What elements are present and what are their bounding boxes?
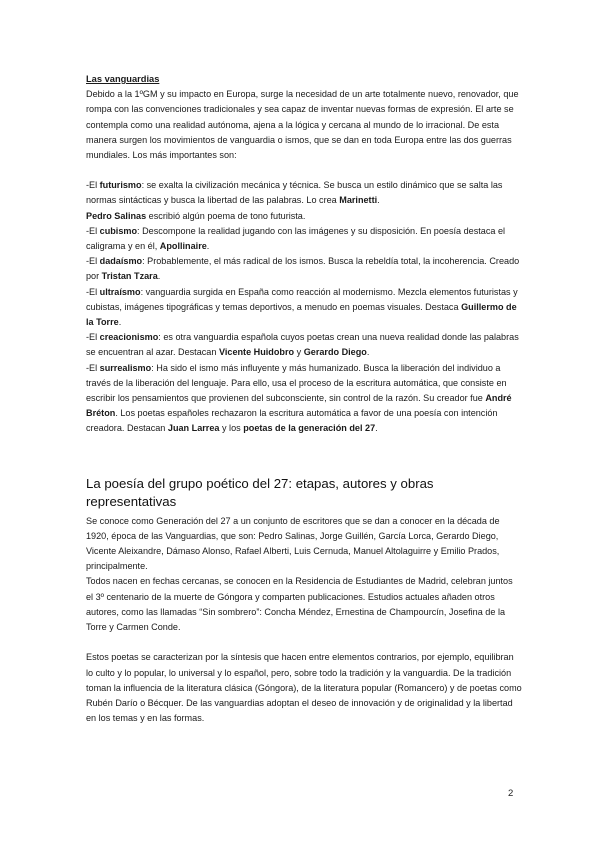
item-text: : vanguardia surgida en España como reacción al modernismo. Mezcla elementos futuristas y cubistas, imágenes tipográficas y temas deportivos, a menudo en poemas visuales. Destaca bbox=[86, 286, 518, 312]
term-name: surrealismo bbox=[99, 362, 152, 373]
spacer bbox=[86, 635, 522, 650]
item-text: : es otra vanguardia española cuyos poetas crean una nueva realidad donde las palabras se encuentran al azar. Destacan bbox=[86, 332, 519, 358]
author-name: Vicente Huidobro bbox=[218, 347, 295, 358]
item-ultraismo bbox=[86, 285, 522, 331]
section-title-vanguardias: Las vanguardias bbox=[86, 74, 160, 84]
item-dadaismo bbox=[86, 254, 522, 284]
item-text: y los bbox=[219, 423, 244, 434]
item-cubismo bbox=[86, 224, 522, 254]
document-page bbox=[86, 72, 522, 726]
item-end: . bbox=[366, 347, 370, 358]
item-creacionismo bbox=[86, 330, 522, 360]
item-prefix: -El bbox=[86, 362, 100, 373]
author-name: poetas de la generación del 27 bbox=[243, 423, 376, 434]
item-end: . bbox=[206, 241, 210, 252]
item-futurismo bbox=[86, 178, 522, 208]
item-prefix: -El bbox=[86, 256, 100, 267]
spacer bbox=[86, 163, 522, 178]
item-text: escribió algún poema de tono futurista. bbox=[146, 210, 306, 221]
author-name: Pedro Salinas bbox=[86, 210, 147, 221]
author-name: Gerardo Diego bbox=[303, 347, 367, 358]
item-text: y bbox=[294, 347, 304, 358]
intro-paragraph: Debido a la 1ºGM y su impacto en Europa, surge la necesidad de un arte totalmente nuevo, renovador, que rompa con las convenciones tradicionales y sea capaz de inventar nuevas formas de expresión. El arte se contempla como una realidad autónoma, ajena a la lógica y cercana al mundo de lo irracional. De esta manera surgen los movimientos de vanguardia o ismos, que se dan en toda Europa entre las dos guerras mundiales. Los más importantes son: bbox=[86, 89, 519, 161]
item-text: : Descompone la realidad jugando con las imágenes y su disposición. En poesía destaca el caligrama y en él, bbox=[86, 225, 506, 252]
author-name: Juan Larrea bbox=[167, 423, 220, 434]
term-name: dadaísmo bbox=[99, 256, 143, 267]
paragraph-generacion-characteristics: Estos poetas se caracterizan por la síntesis que hacen entre elementos contrarios, por ejemplo, equilibran lo culto y lo popular, lo universal y lo español, pero, sobre todo la tradición y la vanguardia. De la tradición toman la influencia de la literatura clásica (Góngora), de la literatura popular (Romancero) y de poetas como Rubén Darío o Bécquer. De las vanguardias adoptan el deseo de innovación y de originalidad y la libertad en los temas y en las formas. bbox=[86, 652, 522, 724]
term-name: creacionismo bbox=[99, 332, 159, 343]
item-text: : se exalta la civilización mecánica y técnica. Se busca un estilo dinámico que se salta las normas sintácticas y busca la libertad de las palabras. Lo crea bbox=[86, 180, 503, 206]
paragraph-generacion-context: Todos nacen en fechas cercanas, se conocen en la Residencia de Estudiantes de Madrid, celebran juntos el 3º centenario de la muerte de Góngora y comparten publicaciones. Estudios actuales añaden otros autores, como las llamadas “Sin sombrero”: Concha Méndez, Ernestina de Champourcín, Josefina de la Torre y Carmen Conde. bbox=[86, 576, 513, 633]
paragraph-generacion-intro: Se conoce como Generación del 27 a un conjunto de escritores que se dan a conocer en la década de 1920, época de las Vanguardias, que son: Pedro Salinas, Jorge Guillén, García Lorca, Gerardo Diego, Vicente Aleixandre, Dámaso Alonso, Rafael Alberti, Luis Cernuda, Manuel Altolaguirre y Emilio Prados, principalmente. bbox=[86, 515, 500, 572]
page-number: 2 bbox=[508, 788, 514, 799]
item-end: . bbox=[118, 317, 122, 328]
item-text: : Probablemente, el más radical de los ismos. Busca la rebeldía total, la incoherencia. Creado por bbox=[86, 256, 520, 282]
item-end: . bbox=[157, 271, 161, 282]
term-name: futurismo bbox=[99, 180, 142, 191]
author-name: Tristan Tzara bbox=[101, 271, 158, 282]
item-salinas bbox=[86, 209, 522, 224]
term-name: ultraísmo bbox=[99, 286, 141, 297]
item-text: . Los poetas españoles rechazaron la escritura automática a favor de una poesía con intención creadora. Destacan bbox=[86, 408, 498, 434]
item-end: . bbox=[375, 423, 378, 434]
item-end: . bbox=[377, 195, 380, 206]
author-name: Guillermo de la Torre bbox=[86, 301, 517, 328]
item-prefix: -El bbox=[86, 332, 100, 343]
author-name: Apollinaire bbox=[159, 241, 207, 252]
author-name: Marinetti bbox=[339, 195, 378, 206]
term-name: cubismo bbox=[99, 225, 138, 236]
item-text: : Ha sido el ismo más influyente y más humanizado. Busca la liberación del individuo a través de la liberación del lenguaje. Para ello, usa el proceso de la escritura automática, que consiste en escribir los pensamientos que provienen del subconsciente, sin control de la razón. Su creador fue bbox=[86, 362, 507, 404]
author-name: André Bréton bbox=[86, 393, 512, 419]
item-prefix: -El bbox=[86, 225, 100, 236]
section-title-generacion-27: La poesía del grupo poético del 27: etapas, autores y obras representativas bbox=[86, 475, 434, 510]
item-prefix: -El bbox=[86, 180, 100, 191]
item-prefix: -El bbox=[86, 286, 100, 297]
item-surrealismo bbox=[86, 361, 522, 437]
